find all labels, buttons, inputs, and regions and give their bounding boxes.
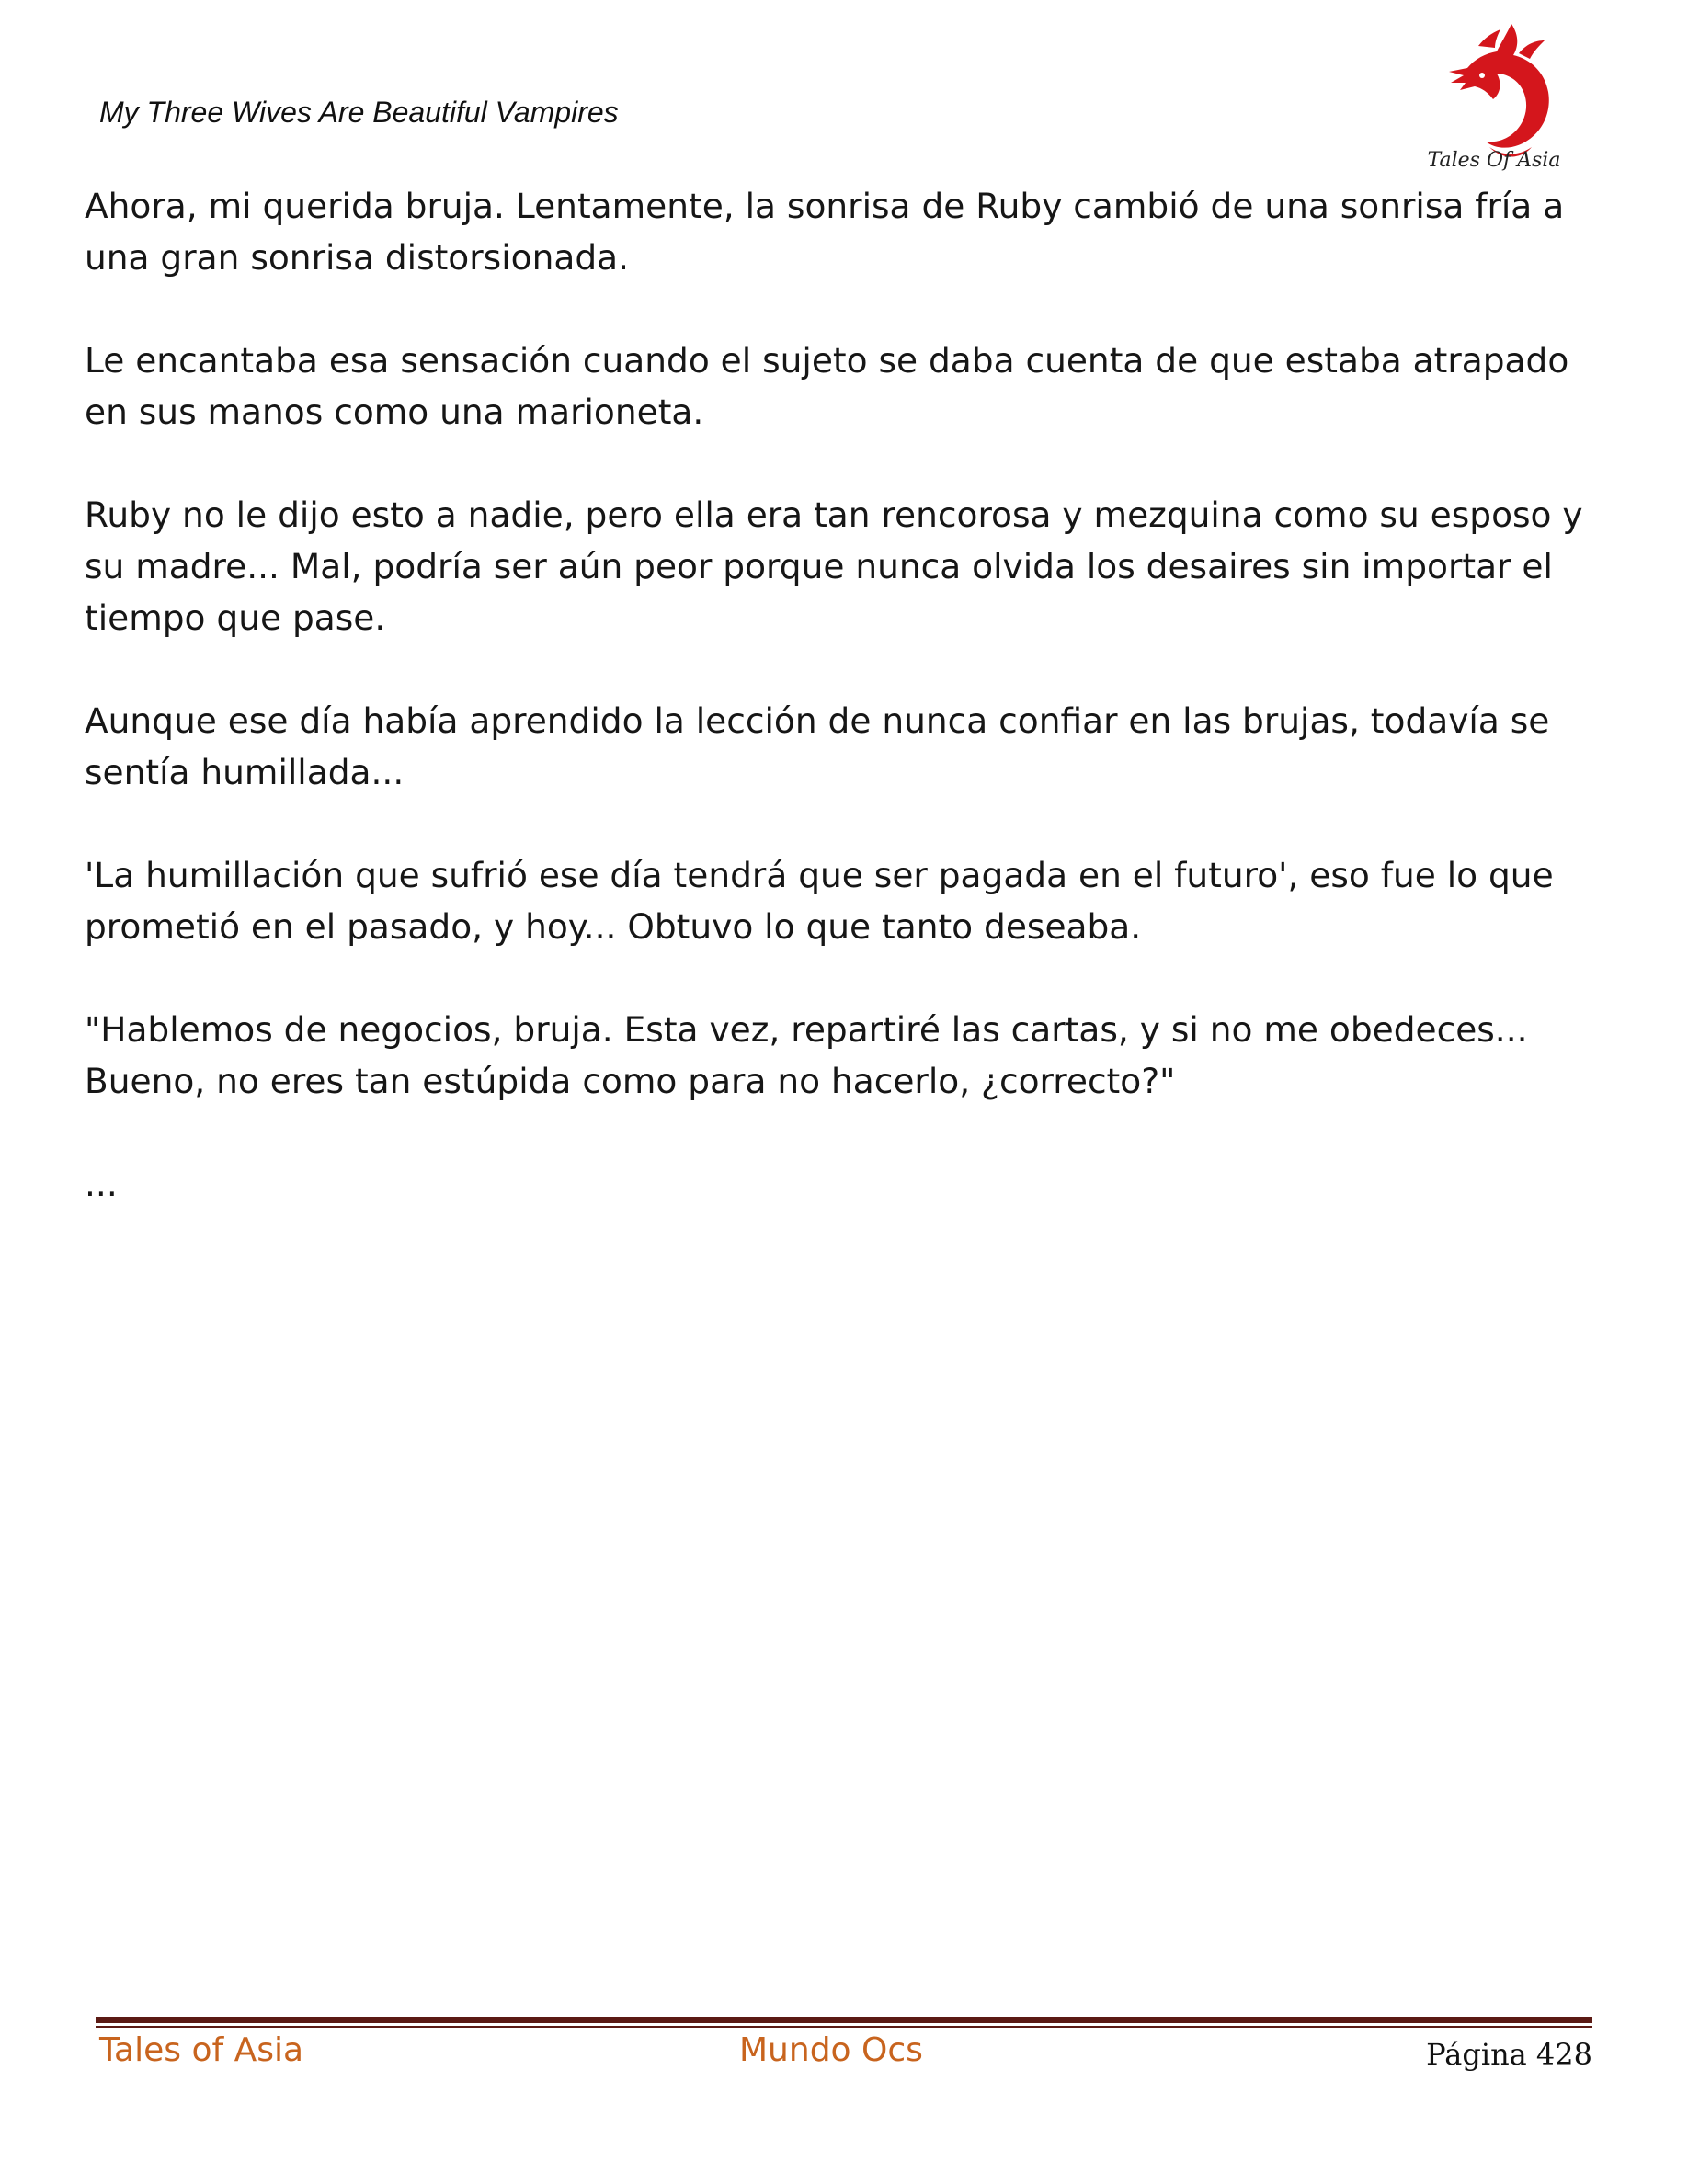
- logo-wordmark: Tales Of Asia: [1427, 149, 1561, 172]
- paragraph: 'La humillación que sufrió ese día tendrá que ser pagada en el futuro', eso fue lo que prometió en el pasado, y hoy... Obtuvo lo que tanto deseaba.: [85, 855, 1554, 947]
- footer-divider-thick: [96, 2017, 1592, 2023]
- book-title: My Three Wives Are Beautiful Vampires: [99, 96, 619, 129]
- footer-translator: Mundo Ocs: [739, 2031, 923, 2069]
- page-number: Página 428: [1426, 2037, 1592, 2072]
- paragraph: Ahora, mi querida bruja. Lentamente, la sonrisa de Ruby cambió de una sonrisa fría a una gran sonrisa distorsionada.: [85, 186, 1565, 278]
- footer-publisher: Tales of Asia: [99, 2031, 304, 2069]
- footer-divider-thin: [96, 2026, 1592, 2028]
- paragraph: Aunque ese día había aprendido la lección de nunca confiar en las brujas, todavía se sentía humillada...: [85, 700, 1550, 792]
- paragraph: "Hablemos de negocios, bruja. Esta vez, repartiré las cartas, y si no me obedeces... Bueno, no eres tan estúpida como para no hacerlo, ¿correcto?": [85, 1009, 1528, 1101]
- chapter-body: [85, 180, 1611, 1261]
- paragraph: Ruby no le dijo esto a nadie, pero ella era tan rencorosa y mezquina como su esposo y su madre... Mal, podría ser aún peor porque nunca olvida los desaires sin importar el tiempo que pase.: [85, 495, 1583, 638]
- paragraph: ...: [85, 1164, 118, 1204]
- paragraph: Le encantaba esa sensación cuando el sujeto se daba cuenta de que estaba atrapado en sus manos como una marioneta.: [85, 340, 1569, 432]
